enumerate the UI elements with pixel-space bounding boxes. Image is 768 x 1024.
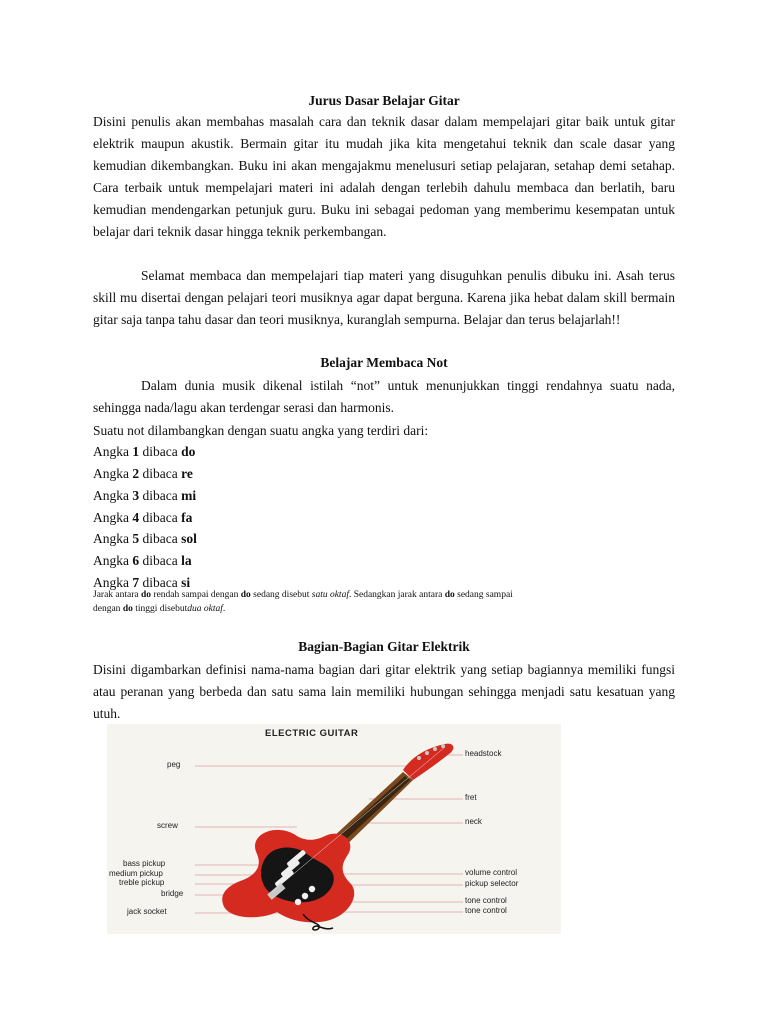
label-headstock: headstock	[465, 749, 502, 758]
note-number: 4	[132, 510, 140, 525]
label-pickup-selector: pickup selector	[465, 879, 519, 888]
guitar-headstock	[403, 744, 453, 780]
section-title-bagian-gitar: Bagian-Bagian Gitar Elektrik	[298, 639, 470, 654]
note-line-5	[93, 531, 197, 547]
dibaca-word: dibaca	[142, 488, 178, 503]
note-name: do	[181, 444, 196, 459]
note-line-4	[93, 510, 192, 526]
note-line-1	[93, 444, 195, 460]
angka-word: Angka	[93, 466, 129, 481]
note-name: mi	[181, 488, 197, 503]
angka-word: Angka	[93, 488, 129, 503]
intro-paragraph: Disini penulis akan membahas masalah cara dan teknik dasar dalam mempelajari gitar baik untuk gitar elektrik maupun akustik. Bermain gitar itu mudah jika kita mengetahui teknik dan scale dasar yang kemudian dikembangkan. Buku ini akan mengajakmu menelusuri setiap pelajaran, setahap demi setahap. Cara terbaik untuk mempelajari materi ini adalah dengan terlebih dahulu membaca dan berlatih, baru kemudian mendengarkan petunjuk guru. Buku ini sebagai pedoman yang memberimu kesempatan untuk belajar dari teknik dasar hingga teknik perkembangan.	[93, 114, 675, 239]
dibaca-word: dibaca	[142, 575, 178, 590]
note-line-2	[93, 466, 193, 482]
angka-word: Angka	[93, 444, 129, 459]
note-number: 6	[132, 553, 140, 568]
label-medium-pickup: medium pickup	[109, 869, 163, 878]
label-tone-control-2: tone control	[465, 906, 507, 915]
section3-paragraph: Disini digambarkan definisi nama-nama bagian dari gitar elektrik yang setiap bagiannya memiliki fungsi atau peranan yang berbeda dan satu sama lain memiliki hubungan sehingga menjadi satu kesatuan yang utuh.	[93, 662, 675, 721]
dibaca-word: dibaca	[142, 444, 178, 459]
document-title: Jurus Dasar Belajar Gitar	[308, 93, 460, 108]
dibaca-word: dibaca	[142, 553, 178, 568]
oktaf-note-line-1: Jarak antara do rendah sampai dengan do sedang disebut satu oktaf. Sedangkan jarak antara do sedang sampai	[93, 590, 513, 600]
dibaca-word: dibaca	[142, 531, 178, 546]
dibaca-word: dibaca	[142, 510, 178, 525]
angka-word: Angka	[93, 531, 129, 546]
figure-title: ELECTRIC GUITAR	[265, 728, 359, 739]
note-number: 5	[132, 531, 140, 546]
note-line-3	[93, 488, 196, 504]
angka-word: Angka	[93, 553, 129, 568]
tone-knob-1	[302, 893, 308, 899]
oktaf-note-line-2: dengan do tinggi disebutdua oktaf.	[93, 604, 226, 614]
not-paragraph: Dalam dunia musik dikenal istilah “not” untuk menunjukkan tinggi rendahnya suatu nada, sehingga nada/lagu akan terdengar serasi dan harmonis.	[93, 378, 675, 415]
note-number: 1	[132, 444, 140, 459]
note-number: 3	[132, 488, 140, 503]
note-name: re	[181, 466, 193, 481]
electric-guitar-figure	[107, 724, 561, 934]
volume-knob	[309, 886, 315, 892]
angka-word: Angka	[93, 575, 129, 590]
note-line-7	[93, 575, 190, 591]
label-bass-pickup: bass pickup	[123, 859, 166, 868]
not-intro: Suatu not dilambangkan dengan suatu angka yang terdiri dari:	[93, 423, 429, 438]
dibaca-word: dibaca	[142, 466, 178, 481]
note-number: 2	[132, 466, 140, 481]
tone-knob-2	[295, 899, 301, 905]
section-title-membaca-not: Belajar Membaca Not	[320, 355, 448, 370]
label-peg: peg	[167, 760, 181, 769]
second-paragraph: Selamat membaca dan mempelajari tiap materi yang disuguhkan penulis dibuku ini. Asah terus skill mu disertai dengan pelajari teori musiknya agar dapat berguna. Karena jika hebat dalam skill bermain gitar saja tanpa tahu dasar dan teori musiknya, kuranglah sempurna. Belajar dan terus belajarlah!!	[93, 268, 675, 327]
label-jack-socket: jack socket	[127, 907, 167, 916]
guitar-strings	[272, 747, 445, 892]
label-neck: neck	[465, 817, 482, 826]
label-fret: fret	[465, 793, 477, 802]
label-tone-control-1: tone control	[465, 896, 507, 905]
note-name: fa	[181, 510, 193, 525]
label-bridge: bridge	[161, 889, 184, 898]
note-line-6	[93, 553, 192, 569]
note-name: sol	[181, 531, 197, 546]
label-screw: screw	[157, 821, 178, 830]
label-volume-control: volume control	[465, 868, 518, 877]
note-name: la	[181, 553, 192, 568]
label-treble-pickup: treble pickup	[119, 878, 165, 887]
angka-word: Angka	[93, 510, 129, 525]
note-name: si	[181, 575, 191, 590]
note-number: 7	[132, 575, 140, 590]
